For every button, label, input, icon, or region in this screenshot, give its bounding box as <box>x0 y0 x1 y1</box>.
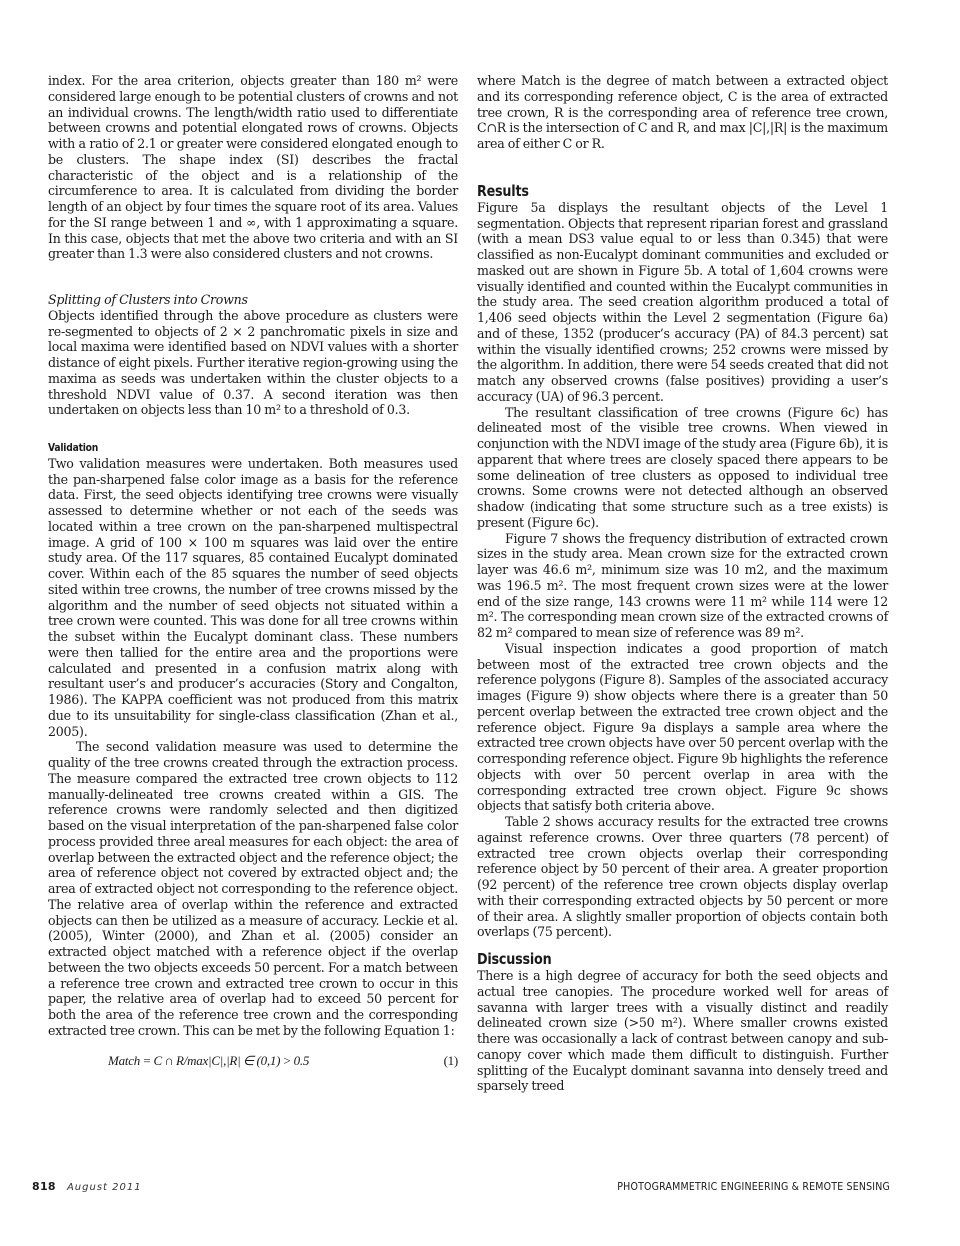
paragraph-results-1: Figure 5a displays the resultant objects of the Level 1 segmentation. Objects that represent riparian forest and grassland (with a mean DS3 value equal to or less than 0.345) that were classified as non-Eucalypt dominant communities and excluded or masked out are shown in Figure 5b. A total of 1,604 crowns were visually identified and counted within the Eucalypt communities in the study area. The seed creation algorithm produced a total of 1,406 seed objects within the Level 2 segmentation (Figure 6a) and of these, 1352 (producer’s accuracy (PA) of 84.3 percent) sat within the visually identified crowns; 252 crowns were missed by the algorithm. In addition, there were 54 seeds created that did not match any observed crowns (false positives) providing a user’s accuracy (UA) of 96.3 percent. <box>477 199 889 404</box>
footer-left <box>32 1175 142 1194</box>
equation-formula: Match = C ∩ R/max|C|,|R| ∈ (0,1) > 0.5 <box>108 1052 310 1068</box>
heading-results: Results <box>477 181 529 200</box>
right-column <box>477 73 888 1094</box>
heading-discussion: Discussion <box>477 950 552 968</box>
subheading-splitting-clusters: Splitting of Clusters into Crowns <box>48 292 248 307</box>
paragraph-validation-2: The second validation measure was used to determine the quality of the tree crowns created through the extraction process. The measure compared the extracted tree crown objects to 112 manually-delineated tree crowns created within a GIS. The reference crowns were randomly selected and then digitized based on the visual interpretation of the pan-sharpened false color process provided three areal measures for each object: the area of overlap between the extracted object and the reference object; the area of reference object not covered by extracted object and; the area of extracted object not corresponding to the reference object. The relative area of overlap within the reference and extracted objects can then be utilized as a measure of accuracy. Leckie et al. (2005), Winter (2000), and Zhan et al. (2005) consider an extracted object matched with a reference object if the overlap between the two objects exceeds 50 percent. For a match between a reference tree crown and extracted tree crown to occur in this paper, the relative area of overlap had to exceed 50 percent for both the area of the reference tree crown and the corresponding extracted tree crown. This can be met by the following Equation 1: <box>48 739 458 1038</box>
page-footer <box>32 1175 890 1194</box>
page-number: 818 <box>32 1180 56 1193</box>
equation-number: (1) <box>443 1052 458 1068</box>
paragraph-results-4: Visual inspection indicates a good proportion of match between most of the extracted tree crown objects and the reference polygons (Figure 8). Samples of the associated accuracy images (Figure 9) show objects where there is a greater than 50 percent overlap between the extracted tree crown object and the reference object. Figure 9a displays a sample area where the extracted tree crown objects have over 50 percent overlap with the corresponding reference object. Figure 9b highlights the reference objects with over 50 percent overlap in area with the corresponding extracted tree crown object. Figure 9c shows objects that satisfy both criteria above. <box>477 640 888 814</box>
journal-name: PHOTOGRAMMETRIC ENGINEERING & REMOTE SENSING <box>617 1181 890 1193</box>
issue-date: August 2011 <box>66 1182 142 1193</box>
paragraph-results-5: Table 2 shows accuracy results for the extracted tree crowns against reference crowns. Over three quarters (78 percent) of extracted tree crown objects overlap their corresponding reference object by 50 percent of their area. A greater proportion (92 percent) of the reference tree crown objects display overlap with their corresponding extracted objects by 50 percent or more of their area. A slightly smaller proportion of objects contain both overlaps (75 percent). <box>477 814 888 940</box>
paragraph-results-2: The resultant classification of tree crowns (Figure 6c) has delineated most of the visible tree crowns. When viewed in conjunction with the NDVI image of the study area (Figure 6b), it is apparent that where trees are closely spaced there appears to be some delineation of tree clusters as opposed to individual tree crowns. Some crowns were not detected although an observed shadow (indicating that some structure such as a tree exists) is present (Figure 6c). <box>477 404 888 530</box>
heading-validation: Validation <box>48 441 99 454</box>
equation-1 <box>48 1053 458 1069</box>
paragraph-splitting: Objects identified through the above procedure as clusters were re-segmented to objects of 2 × 2 panchromatic pixels in size and local maxima were identified based on NDVI values with a shorter distance of eight pixels. Further iterative region-growing using the maxima as seeds was undertaken within the cluster objects to a threshold NDVI value of 0.37. A second iteration was then undertaken on objects less than 10 m² to a threshold of 0.3. <box>48 307 458 418</box>
paragraph-results-3: Figure 7 shows the frequency distribution of extracted crown sizes in the study area. Mean crown size for the extracted crown layer was 46.6 m², minimum size was 10 m2, and the maximum was 196.5 m². The most frequent crown sizes were at the lower end of the size range, 143 crowns were 11 m² while 114 were 12 m². The corresponding mean crown size of the extracted crowns of 82 m² compared to mean size of reference was 89 m². <box>477 530 888 640</box>
paragraph-discussion: There is a high degree of accuracy for both the seed objects and actual tree canopies. The procedure worked well for areas of savanna with larger trees with a visually distinct and readily delineated crown size (>50 m²). Where smaller crowns existed there was occasionally a lack of contrast between canopy and sub-canopy cover which made them difficult to distinguish. Further splitting of the Eucalypt dominant savanna into densely treed and sparsely treed <box>477 968 888 1094</box>
paragraph-validation-1: Two validation measures were undertaken. Both measures used the pan-sharpened false color image as a basis for the reference data. First, the seed objects identifying tree crowns were visually assessed to determine whether or not each of the seeds was located within a tree crown on the pan-sharpened multispectral image. A grid of 100 × 100 m squares was laid over the entire study area. Of the 117 squares, 85 contained Eucalypt dominated cover. Within each of the 85 squares the number of seed objects sited within tree crowns, the number of tree crowns missed by the algorithm and the number of seed objects not situated within a tree crown were counted. This was done for all tree crowns within the subset within the Eucalypt dominant class. These numbers were then tallied for the entire area and the proportions were calculated and presented in a confusion matrix along with resultant user’s and producer’s accuracies (Story and Congalton, 1986). The KAPPA coefficient was not produced from this matrix due to its unsuitability for single-class classification (Zhan et al., 2005). <box>48 455 458 739</box>
paragraph-where: where Match is the degree of match between a extracted object and its corresponding reference object, C is the area of extracted tree crown, R is the corresponding area of reference tree crown, C∩R is the intersection of C and R, and max |C|,|R| is the maximum area of either C or R. <box>477 73 888 151</box>
left-column <box>48 73 458 1068</box>
paragraph-area-criterion: index. For the area criterion, objects greater than 180 m² were considered large enough to be potential clusters of crowns and not an individual crowns. The length/width ratio used to differentiate between crowns and potential elongated rows of crowns. Objects with a ratio of 2.1 or greater were considered elongated enough to be clusters. The shape index (SI) describes the fractal characteristic of the object and is a relationship of the circumference to area. It is calculated from dividing the border length of an object by four times the square root of its area. Values for the SI range between 1 and ∞, with 1 approximating a square. In this case, objects that met the above two criteria and with an SI greater than 1.3 were also considered clusters and not crowns. <box>48 73 458 262</box>
